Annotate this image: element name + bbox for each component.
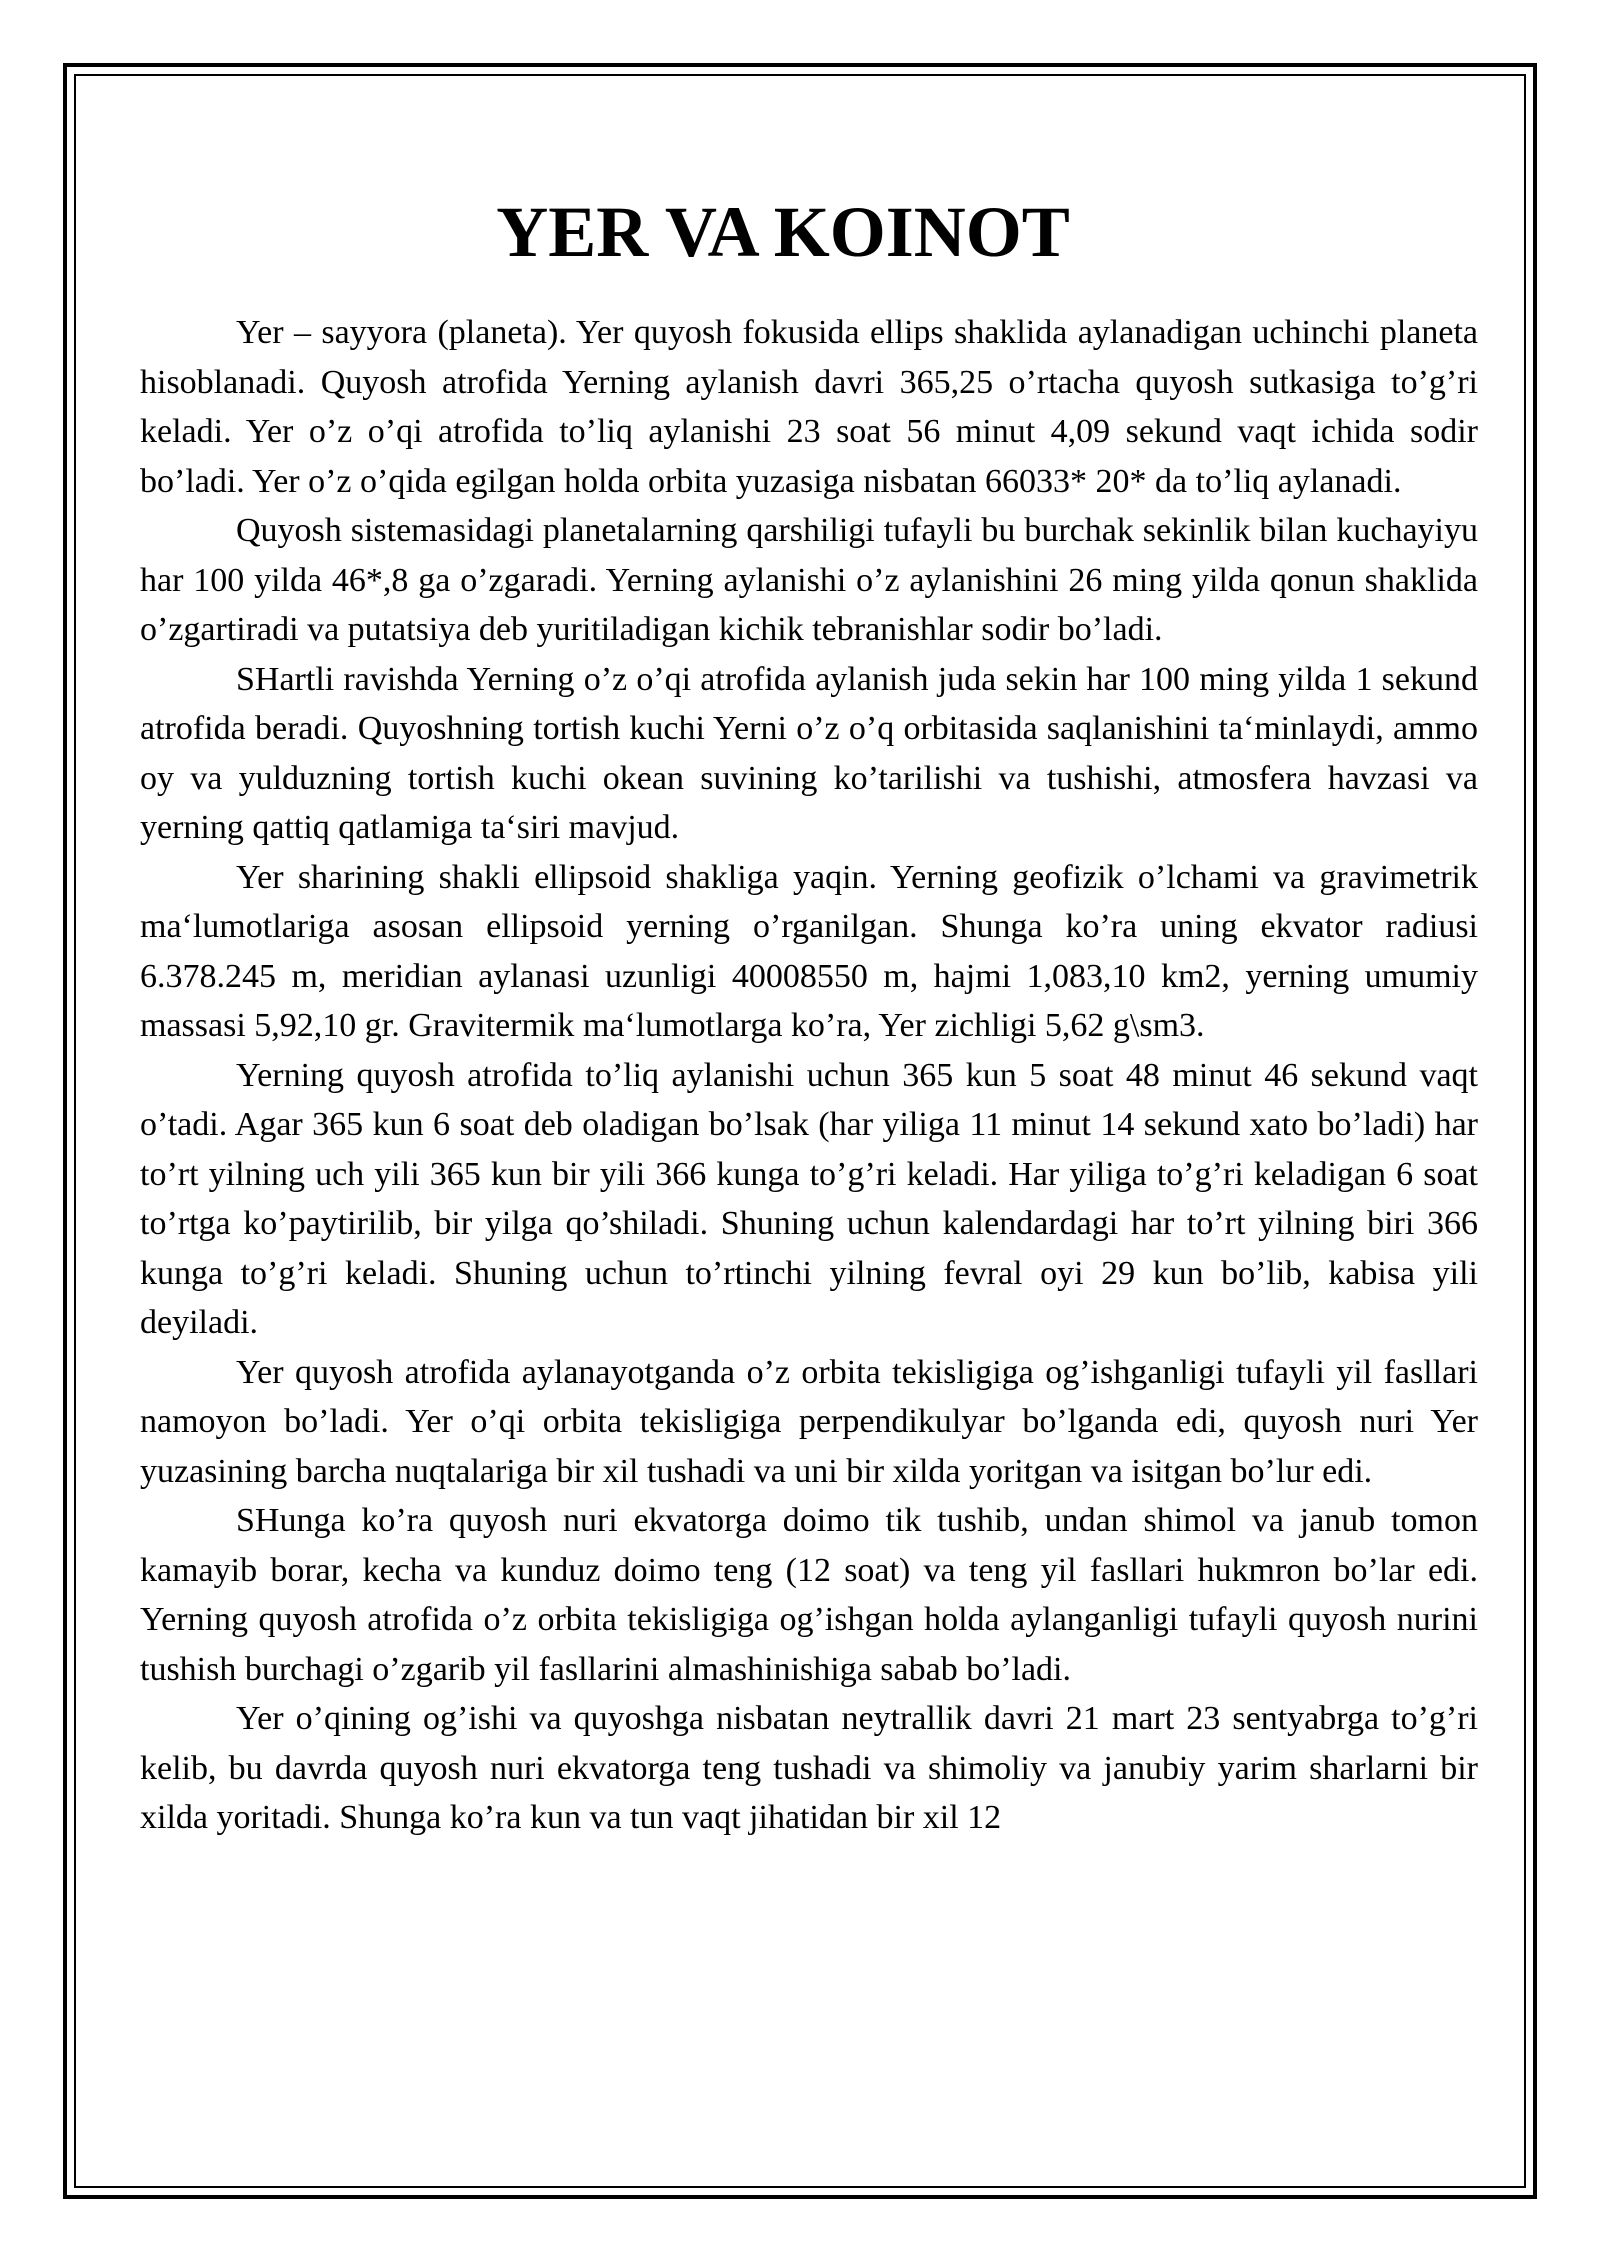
paragraph: SHartli ravishda Yerning o’z o’qi atrofida aylanish juda sekin har 100 ming yilda 1 sekund atrofida beradi. Quyoshning tortish kuchi Yerni o’z o’q orbitasida saqlanishini ta‘minlaydi, ammo oy va yulduzning tortish kuchi okean suvining ko’tarilishi va tushishi, atmosfera havzasi va yerning qattiq qatlamiga ta‘siri mavjud.	[140, 660, 1478, 846]
document-content	[140, 190, 1478, 1843]
paragraph: SHunga ko’ra quyosh nuri ekvatorga doimo tik tushib, undan shimol va janub tomon kamayib borar, kecha va kunduz doimo teng (12 soat) va teng yil fasllari hukmron bo’lar edi. Yerning quyosh atrofida o’z orbita tekisligiga og’ishgan holda aylanganligi tufayli quyosh nurini tushish burchagi o’zgarib yil fasllarini almashinishiga sabab bo’ladi.	[140, 1502, 1478, 1688]
paragraph: Yer sharining shakli ellipsoid shakliga yaqin. Yerning geofizik o’lchami va gravimetrik ma‘lumotlariga asosan ellipsoid yerning o’rganilgan. Shunga ko’ra uning ekvator radiusi 6.378.245 m, meridian aylanasi uzunligi 40008550 m, hajmi 1,083,10 km2, yerning umumiy massasi 5,92,10 gr. Gravitermik ma‘lumotlarga ko’ra, Yer zichligi 5,62 g\sm3.	[140, 858, 1478, 1044]
paragraph: Quyosh sistemasidagi planetalarning qarshiligi tufayli bu burchak sekinlik bilan kuchayiyu har 100 yilda 46*,8 ga o’zgaradi. Yerning aylanishi o’z aylanishini 26 ming yilda qonun shaklida o’zgartiradi va putatsiya deb yuritiladigan kichik tebranishlar sodir bo’ladi.	[140, 512, 1478, 648]
paragraph: Yer – sayyora (planeta). Yer quyosh fokusida ellips shaklida aylanadigan uchinchi planeta hisoblanadi. Quyosh atrofida Yerning aylanish davri 365,25 o’rtacha quyosh sutkasiga to’g’ri keladi. Yer o’z o’qi atrofida to’liq aylanishi 23 soat 56 minut 4,09 sekund vaqt ichida sodir bo’ladi. Yer o’z o’qida egilgan holda orbita yuzasiga nisbatan 66033* 20* da to’liq aylanadi.	[140, 314, 1478, 500]
paragraph: Yer quyosh atrofida aylanayotganda o’z orbita tekisligiga og’ishganligi tufayli yil fasllari namoyon bo’ladi. Yer o’qi orbita tekisligiga perpendikulyar bo’lganda edi, quyosh nuri Yer yuzasining barcha nuqtalariga bir xil tushadi va uni bir xilda yoritgan va isitgan bo’lur edi.	[140, 1353, 1478, 1490]
document-body	[140, 308, 1478, 1843]
document-title: YER VA KOINOT	[496, 192, 1070, 272]
paragraph: Yer o’qining og’ishi va quyoshga nisbatan neytrallik davri 21 mart 23 sentyabrga to’g’ri kelib, bu davrda quyosh nuri ekvatorga teng tushadi va shimoliy va janubiy yarim sharlarni bir xilda yoritadi. Shunga ko’ra kun va tun vaqt jihatidan bir xil 12	[140, 1700, 1478, 1836]
paragraph: Yerning quyosh atrofida to’liq aylanishi uchun 365 kun 5 soat 48 minut 46 sekund vaqt o’tadi. Agar 365 kun 6 soat deb oladigan bo’lsak (har yiliga 11 minut 14 sekund xato bo’ladi) har to’rt yilning uch yili 365 kun bir yili 366 kunga to’g’ri keladi. Har yiliga to’g’ri keladigan 6 soat to’rtga ko’paytirilib, bir yilga qo’shiladi. Shuning uchun kalendardagi har to’rt yilning biri 366 kunga to’g’ri keladi. Shuning uchun to’rtinchi yilning fevral oyi 29 kun bo’lib, kabisa yili deyiladi.	[140, 1056, 1478, 1341]
